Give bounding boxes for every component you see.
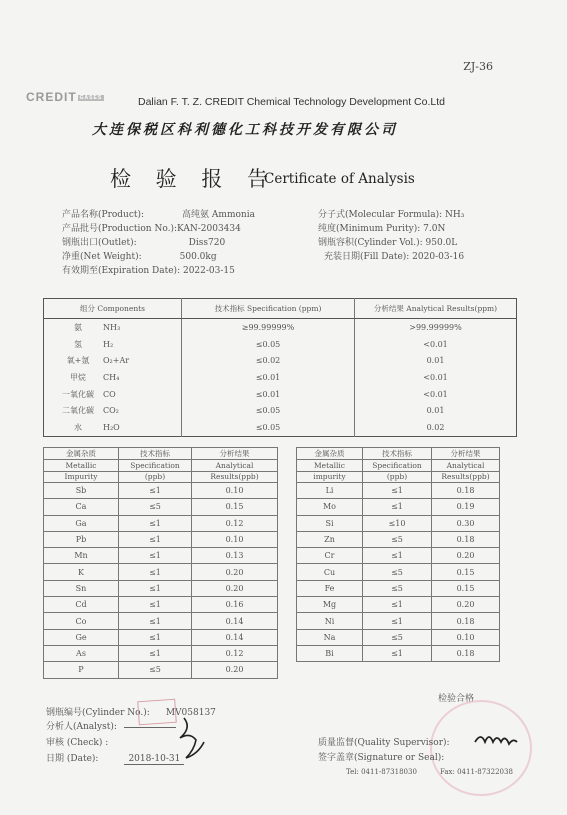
table-cell: ≤10 [363,515,432,531]
specification-cell: ≤0.02 [182,352,355,369]
table-cell: Mg [297,597,363,613]
table-cell: 0.10 [192,483,278,499]
table-row [297,564,500,580]
result-cell: 0.01 [426,356,445,366]
table-cell: 0.10 [432,629,500,645]
table-cell: Zn [297,531,363,547]
net-weight-label: 净重(Net Weight): [62,252,142,262]
table-row [44,613,278,629]
table-cell: ≤1 [119,597,192,613]
table-cell: Cu [297,564,363,580]
result-cell: 0.01 [426,406,445,416]
table-row [44,531,278,547]
fax: Fax: 0411-87322038 [440,768,513,776]
supervisor-label: 质量监督(Quality Supervisor): [318,738,450,748]
header-spec-unit: (ppb) [119,471,192,483]
components-header [44,299,517,319]
header-en-results: Analytical [432,460,500,472]
metal-header-row-3 [44,471,278,483]
table-row [297,645,500,661]
table-row [297,515,500,531]
table-cell: 0.12 [192,645,278,661]
table-cell: Ca [44,499,119,515]
metal-header-row-3 [297,471,500,483]
header-en-results: Analytical [192,460,278,472]
table-cell: ≤1 [363,499,432,515]
product-line [62,208,255,222]
header-results: 分析结果 Analytical Results(ppm) [355,299,517,319]
header-specification: 技术指标 Specification (ppm) [182,299,355,319]
table-row [44,515,278,531]
table-cell: 0.18 [432,645,500,661]
header-en-spec: Specification [119,460,192,472]
logo-tm: GASES [79,94,103,101]
table-cell: ≤5 [363,580,432,596]
component-cell [44,402,182,419]
table-cell: Na [297,629,363,645]
title-en: Certificate of Analysis [264,171,415,187]
header-en-impurity: Metallic [44,460,119,472]
header-impurity-sub: impurity [297,471,363,483]
cylinder-volume: 钢瓶容积(Cylinder Vol.): 950.0L [318,238,458,248]
table-row [297,580,500,596]
table-cell: ≤5 [119,499,192,515]
table-cell: 0.12 [192,515,278,531]
table-row [44,483,278,499]
table-cell: Co [44,613,119,629]
specification-cell: ≤0.05 [182,419,355,436]
supervisor-signature-icon [473,728,519,750]
component-cell [44,386,182,403]
component-name: 二氧化碳 [62,406,94,416]
header-results-unit: Results(ppb) [192,471,278,483]
date-line [46,751,184,764]
product-info-right [318,208,464,264]
result-cell: <0.01 [423,389,448,399]
table-cell: Pb [44,531,119,547]
table-cell: ≤5 [363,531,432,547]
table-cell: ≤5 [119,662,192,678]
table-cell: 0.18 [432,531,500,547]
specification-cell: ≤0.01 [182,386,355,403]
molecular-formula: 分子式(Molecular Formula): NH₃ [318,210,465,220]
table-cell: 0.18 [432,613,500,629]
table-cell: 0.14 [192,629,278,645]
net-weight-line [62,250,255,264]
company-name-en: Dalian F. T. Z. CREDIT Chemical Technology Development Co.Ltd [138,96,445,108]
table-row [297,629,500,645]
table-cell: Sn [44,580,119,596]
component-name: 甲烷 [70,372,86,382]
telephone: Tel: 0411-87318030 [346,768,417,776]
check-underline [124,727,176,728]
table-row [44,597,278,613]
table-cell: Fe [297,580,363,596]
table-row [44,336,517,353]
table-cell: ≤1 [119,515,192,531]
table-cell: Cr [297,548,363,564]
table-cell: 0.20 [432,548,500,564]
table-cell: Li [297,483,363,499]
table-row [297,597,500,613]
outlet-line [62,236,255,250]
table-cell: Ga [44,515,119,531]
table-cell: 0.10 [192,531,278,547]
component-symbol: H₂O [103,422,120,432]
table-cell: ≤1 [119,580,192,596]
table-cell: 0.13 [192,548,278,564]
cylinder-no-value: MV058137 [165,708,216,718]
component-symbol: CO₂ [103,406,119,416]
table-row [297,483,500,499]
analyst-label: 分析人(Analyst): [46,722,117,732]
table-cell: 0.20 [192,580,278,596]
table-cell: Bi [297,645,363,661]
production-no: 产品批号(Production No.):KAN-2003434 [62,224,241,234]
table-cell: 0.20 [432,597,500,613]
table-row [44,629,278,645]
table-cell: ≤5 [363,629,432,645]
header-impurity-sub: Impurity [44,471,119,483]
table-cell: As [44,645,119,661]
component-name: 氧+氩 [66,356,90,366]
expiration-date: 有效期至(Expiration Date): 2022-03-15 [62,266,235,276]
table-cell: ≤1 [119,548,192,564]
header-cn-results: 分析结果 [192,448,278,460]
header-cn-spec: 技术指标 [119,448,192,460]
component-cell [44,419,182,436]
component-symbol: CO [103,389,116,399]
table-cell: 0.15 [432,580,500,596]
table-cell: Ni [297,613,363,629]
fill-date: 充装日期(Fill Date): 2020-03-16 [324,252,465,262]
component-symbol: H₂ [103,339,114,349]
table-row [44,386,517,403]
date-value: 2018-10-31 [124,754,184,765]
table-cell: Cd [44,597,119,613]
check-label: 审核 (Check) : [46,738,109,748]
table-cell: 0.18 [432,483,500,499]
table-cell: ≤1 [119,531,192,547]
metal-impurity-table-left [43,447,278,679]
specification-cell: ≥99.99999% [182,319,355,336]
metal-header-row-2 [297,460,500,472]
header-cn-impurity: 金属杂质 [297,448,363,460]
specification-cell: ≤0.05 [182,336,355,353]
table-cell: Ge [44,629,119,645]
table-row [44,352,517,369]
table-row [297,531,500,547]
component-name: 一氧化碳 [62,389,94,399]
table-row [44,564,278,580]
table-cell: 0.15 [432,564,500,580]
table-cell: ≤1 [363,613,432,629]
minimum-purity: 纯度(Minimum Purity): 7.0N [318,224,446,234]
component-symbol: NH₃ [103,322,121,332]
table-cell: ≤1 [119,483,192,499]
pass-label: 检验合格 [438,694,475,704]
table-cell: 0.19 [432,499,500,515]
table-cell: ≤1 [119,564,192,580]
table-row [44,499,278,515]
metal-body-right [297,483,500,662]
table-cell: 0.30 [432,515,500,531]
header-cn-spec: 技术指标 [363,448,432,460]
table-cell: ≤1 [119,645,192,661]
outlet-value: Diss720 [188,238,226,248]
table-row [44,548,278,564]
result-cell: <0.01 [423,372,448,382]
table-cell: ≤5 [363,564,432,580]
table-cell: ≤1 [363,548,432,564]
table-cell: 0.16 [192,597,278,613]
table-row [44,645,278,661]
table-row [44,402,517,419]
seal-label: 签字盖章(Signature or Seal): [318,753,445,763]
table-cell: Sb [44,483,119,499]
table-cell: 0.14 [192,613,278,629]
company-logo [26,90,104,104]
component-name: 氨 [74,322,82,332]
header-en-impurity: Metallic [297,460,363,472]
product-info-left [62,208,255,278]
table-cell: ≤1 [363,645,432,661]
component-cell [44,352,182,369]
product-label: 产品名称(Product): [62,210,145,220]
header-cn-results: 分析结果 [432,448,500,460]
header-spec-unit: (ppb) [363,471,432,483]
metal-impurity-table-right [296,447,500,662]
result-cell: <0.01 [423,339,448,349]
metal-header-row-2 [44,460,278,472]
table-cell: K [44,564,119,580]
header-en-spec: Specification [363,460,432,472]
logo-text: CREDIT [26,90,77,104]
component-cell [44,369,182,386]
table-cell: ≤1 [119,613,192,629]
table-row [44,419,517,436]
result-cell: 0.02 [426,422,445,432]
table-cell: ≤1 [363,483,432,499]
components-body [44,319,517,437]
table-row [44,369,517,386]
table-cell: P [44,662,119,678]
component-cell [44,319,182,336]
component-symbol: CH₄ [103,372,120,382]
header-components: 组分 Components [44,299,182,319]
header-cn-impurity: 金属杂质 [44,448,119,460]
component-name: 氢 [74,339,82,349]
table-row [44,319,517,336]
document-code: ZJ-36 [463,60,493,73]
table-cell: 0.20 [192,662,278,678]
metal-body-left [44,483,278,679]
header-results-unit: Results(ppb) [432,471,500,483]
component-name: 水 [74,422,82,432]
table-cell: 0.20 [192,564,278,580]
cylinder-no-label: 钢瓶编号(Cylinder No.): [46,708,150,718]
outlet-label: 钢瓶出口(Outlet): [62,238,137,248]
analyst-signature-icon [170,712,220,762]
table-cell: Si [297,515,363,531]
product-value: 高纯氨 Ammonia [182,210,255,220]
date-label: 日期 (Date): [46,754,99,764]
title-cn: 检 验 报 告 [110,167,278,191]
table-row [44,662,278,678]
table-row [44,580,278,596]
table-cell: 0.15 [192,499,278,515]
table-row [297,613,500,629]
metal-header-row-1 [44,448,278,460]
table-cell: ≤1 [363,597,432,613]
components-table [43,298,517,437]
company-name-cn: 大连保税区科利德化工科技开发有限公司 [92,122,398,138]
table-row [297,548,500,564]
table-cell: Mo [297,499,363,515]
component-symbol: O₂+Ar [103,356,130,366]
table-cell: Mn [44,548,119,564]
result-cell: >99.99999% [409,322,462,332]
specification-cell: ≤0.05 [182,402,355,419]
component-cell [44,336,182,353]
net-weight-value: 500.0kg [179,252,217,262]
specification-cell: ≤0.01 [182,369,355,386]
table-cell: ≤1 [119,629,192,645]
table-row [297,499,500,515]
metal-header-row-1 [297,448,500,460]
